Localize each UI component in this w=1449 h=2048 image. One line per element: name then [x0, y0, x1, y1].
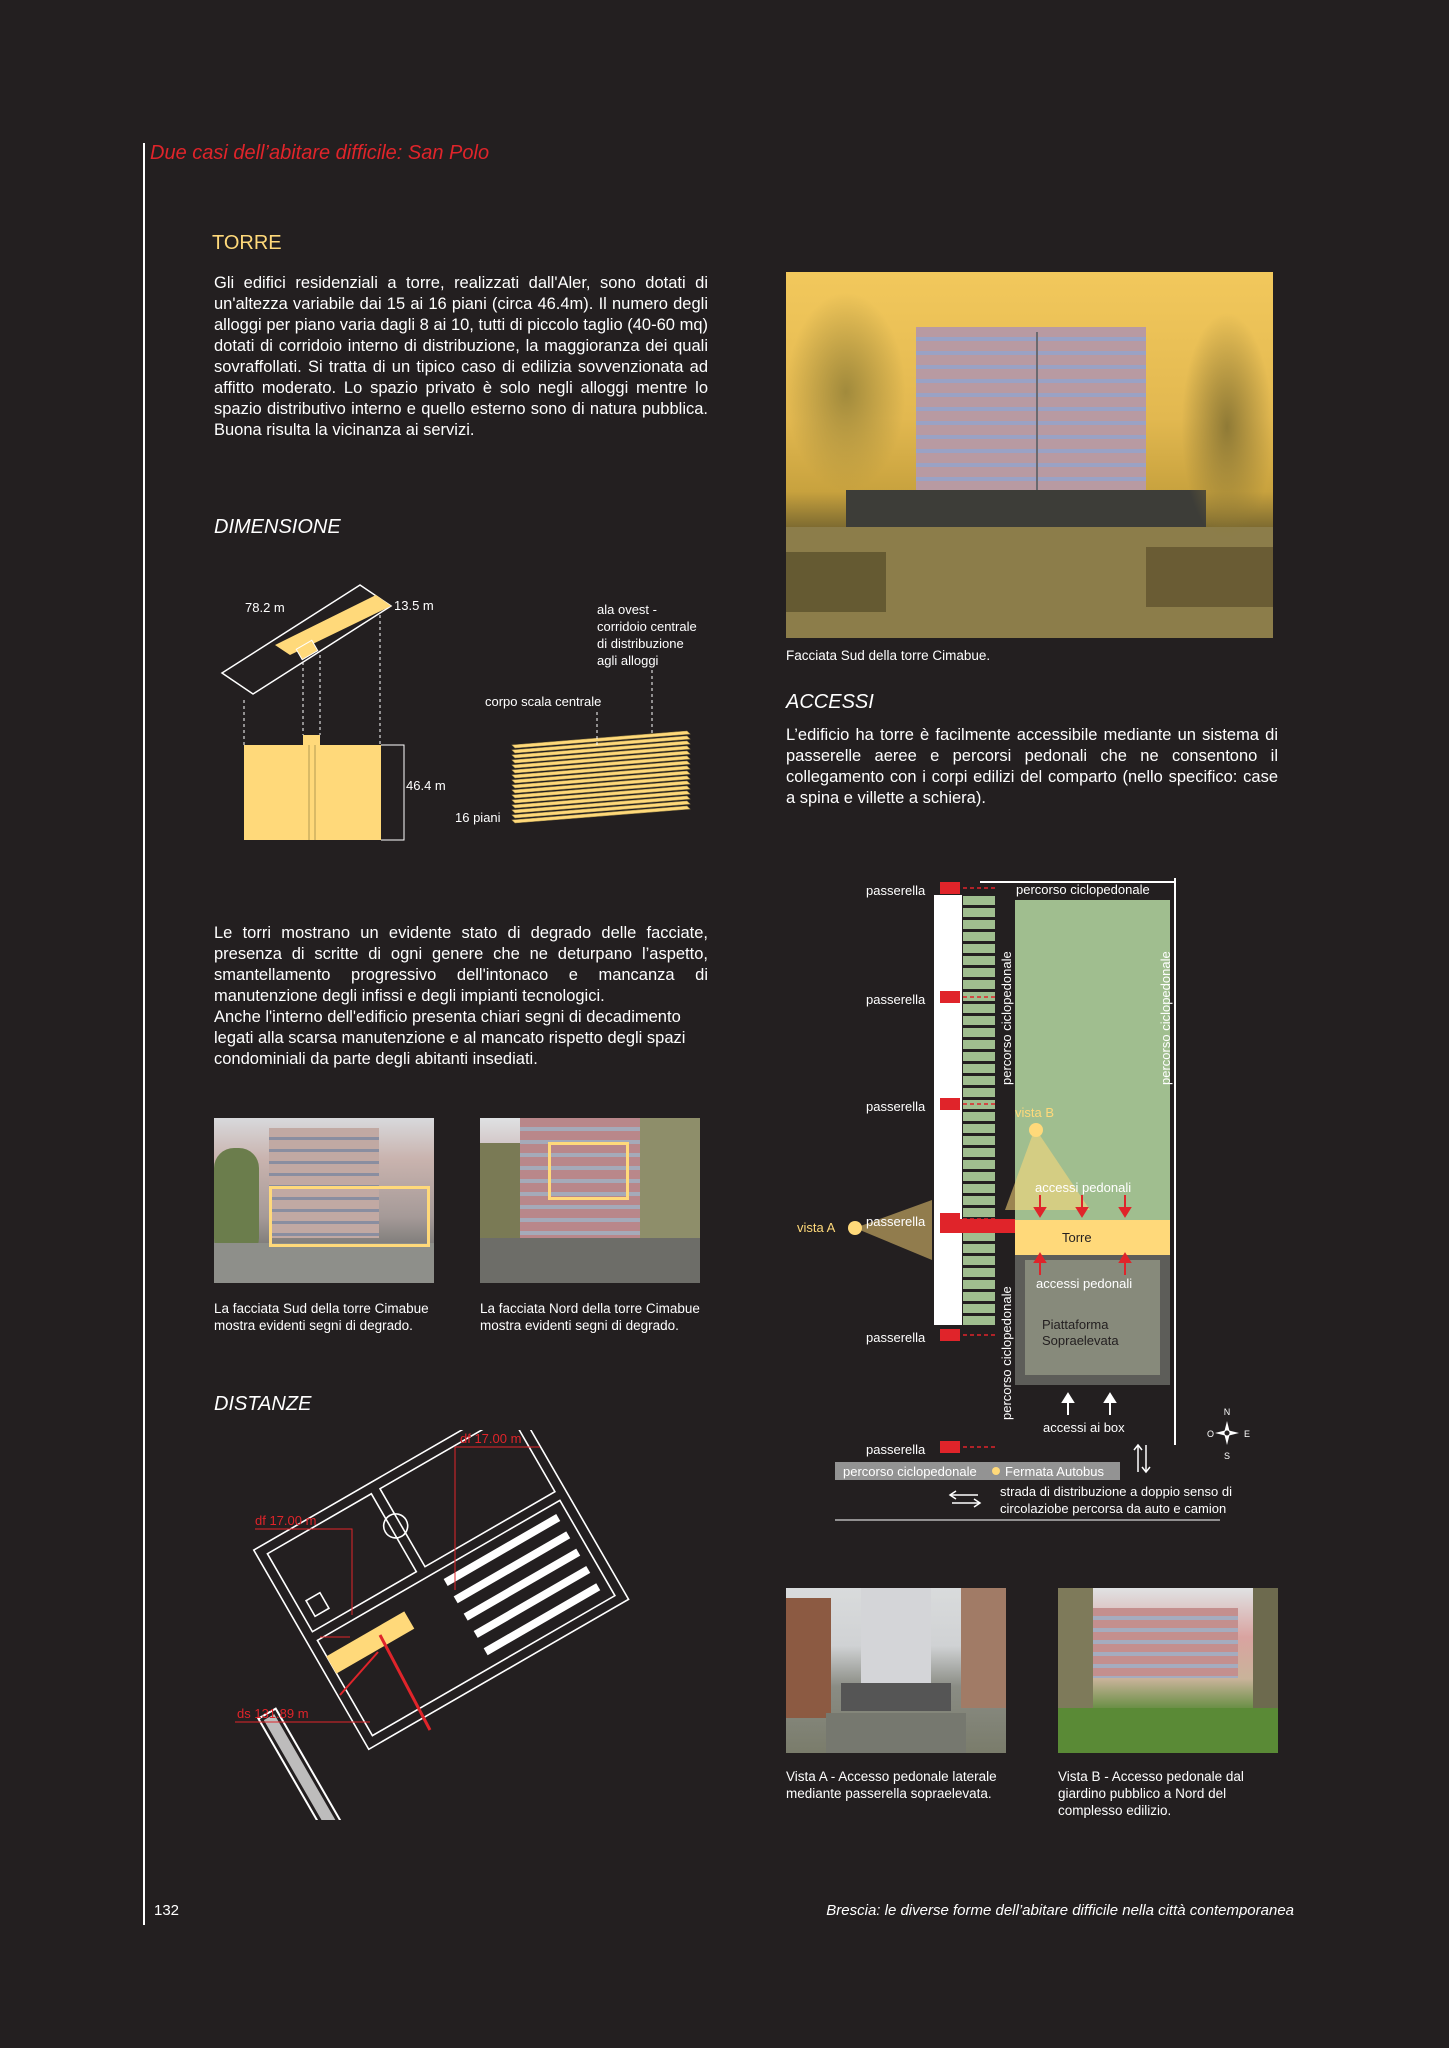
vista-b-marker: [1029, 1123, 1043, 1137]
floors-label: 16 piani: [455, 810, 501, 825]
vista-a-marker: [848, 1221, 862, 1235]
vista-a-photo: [786, 1588, 1006, 1753]
margin-rule: [143, 143, 145, 1925]
access-map: [780, 870, 1270, 1525]
highlight-frame: [269, 1186, 430, 1247]
dimensione-title: DIMENSIONE: [214, 516, 341, 538]
distanze-title: DISTANZE: [214, 1393, 312, 1415]
corridor-label-4: agli alloggi: [597, 653, 659, 668]
running-footer: Brescia: le diverse forme dell’abitare difficile nella città contemporanea: [826, 1902, 1294, 1919]
platform-label-1: Piattaforma: [1042, 1317, 1109, 1332]
corridor-label-2: corridoio centrale: [597, 619, 697, 634]
passerella-label-4: passerella: [866, 1214, 926, 1229]
page-number: 132: [154, 1902, 180, 1919]
passerella-label-6: passerella: [866, 1442, 926, 1457]
df-label-1: df 17.00 m: [460, 1431, 522, 1446]
corridor-label-3: di distribuzione: [597, 636, 684, 651]
torre-title: TORRE: [212, 232, 282, 254]
compass-o: O: [1207, 1429, 1215, 1439]
accessi-pedonali-top: accessi pedonali: [1035, 1180, 1132, 1195]
vista-b-caption: Vista B - Accesso pedonale dal giardino pubblico a Nord del complesso edilizio.: [1058, 1769, 1244, 1818]
platform-label-2: Sopraelevata: [1042, 1333, 1119, 1348]
cycle-path-bottom: percorso ciclopedonale: [843, 1464, 977, 1479]
bus-stop-label: Fermata Autobus: [1005, 1464, 1104, 1479]
accessi-pedonali-bottom: accessi pedonali: [1036, 1276, 1133, 1291]
highlight-frame: [548, 1142, 629, 1200]
running-header: Due casi dell’abitare difficile: San Polo: [150, 142, 490, 164]
width-label: 13.5 m: [394, 598, 434, 613]
dimension-diagram: [200, 570, 720, 860]
cycle-path-top: percorso ciclopedonale: [1016, 882, 1150, 897]
height-label: 46.4 m: [406, 778, 446, 793]
df-label-2: df 17.00 m: [255, 1513, 317, 1528]
compass-icon: [1215, 1421, 1239, 1445]
distance-map: [220, 1430, 660, 1820]
vista-b-label: vista B: [1015, 1105, 1055, 1120]
degrado-text-1: Le torri mostrano un evidente stato di degrado delle facciate, presenza di scritte di ogni genere che ne deturpano l’aspetto, smantellamento progressivo dell'intonaco e mancanza di manutenzione degli infissi e degli impianti tecnologici.: [214, 924, 708, 1005]
degrado-text-2: Anche l'interno dell'edificio presenta chiari segni di decadimento legati alla scarsa manutenzione e al mancato rispetto degli spazi condominiali da parte degli abitanti insediati.: [214, 1008, 686, 1068]
vista-a-caption: Vista A - Accesso pedonale laterale mediante passerella sopraelevata.: [786, 1769, 997, 1801]
north-facade-photo: [480, 1118, 700, 1283]
box-access-label: accessi ai box: [1043, 1420, 1125, 1435]
axonometric-view: [512, 670, 690, 823]
double-arrow-icon: [950, 1491, 980, 1507]
south-facade-photo: [214, 1118, 434, 1283]
stair-label: corpo scala centrale: [485, 694, 602, 709]
passerella-label-2: passerella: [866, 992, 926, 1007]
elevation-view: [244, 735, 404, 840]
accessi-text: L’edificio ha torre è facilmente accessibile mediante un sistema di passerelle aeree e percorsi pedonali che ne consentono il collegamento con i corpi edilizi del comparto (nello specifico: case a spina e villette a schiera).: [786, 726, 1278, 807]
compass-s: S: [1223, 1451, 1231, 1461]
cycle-path-vertical-2: percorso ciclopedonale: [1158, 951, 1173, 1085]
vertical-double-arrow-icon: [1134, 1445, 1150, 1472]
passerella-label-5: passerella: [866, 1330, 926, 1345]
compass-e: E: [1244, 1429, 1251, 1439]
main-tower-photo: [786, 272, 1273, 638]
road-label-2: circolaziobe percorsa da auto e camion: [1000, 1501, 1227, 1516]
north-caption: La facciata Nord della torre Cimabue mostra evidenti segni di degrado.: [480, 1301, 700, 1333]
road-label-1: strada di distribuzione a doppio senso di: [1000, 1484, 1232, 1499]
cycle-path-vertical-1: percorso ciclopedonale: [999, 951, 1014, 1085]
vista-a-label: vista A: [797, 1220, 836, 1235]
main-photo-caption: Facciata Sud della torre Cimabue.: [786, 648, 991, 663]
vista-b-photo: [1058, 1588, 1278, 1753]
torre-text: Gli edifici residenziali a torre, realizzati dall'Aler, sono dotati di un'altezza variabile dai 15 ai 16 piani (circa 46.4m). Il numero degli alloggi per piano varia dagli 8 ai 10, tutti di piccolo taglio (40-60 mq) dotati di corridoio interno di distribuzione, la maggioranza dei quali sovraffollati. Si tratta di un tipico caso di edilizia sovvenzionata ad affitto moderato. Lo spazio privato è solo negli alloggi mentre lo spazio distributivo interno e quello esterno sono di natura pubblica. Buona risulta la vicinanza ai servizi.: [214, 274, 708, 439]
passerella-label-3: passerella: [866, 1099, 926, 1114]
passerella-label-1: passerella: [866, 883, 926, 898]
tower-block: [1015, 1220, 1170, 1255]
torre-label: Torre: [1062, 1230, 1092, 1245]
compass-n: N: [1223, 1407, 1231, 1417]
length-label: 78.2 m: [245, 600, 285, 615]
ds-label: ds 131.89 m: [237, 1706, 309, 1721]
south-caption: La facciata Sud della torre Cimabue mostra evidenti segni di degrado.: [214, 1301, 429, 1333]
corridor-label-1: ala ovest -: [597, 602, 657, 617]
cycle-path-vertical-3: percorso ciclopedonale: [999, 1286, 1014, 1420]
accessi-title: ACCESSI: [786, 691, 874, 713]
